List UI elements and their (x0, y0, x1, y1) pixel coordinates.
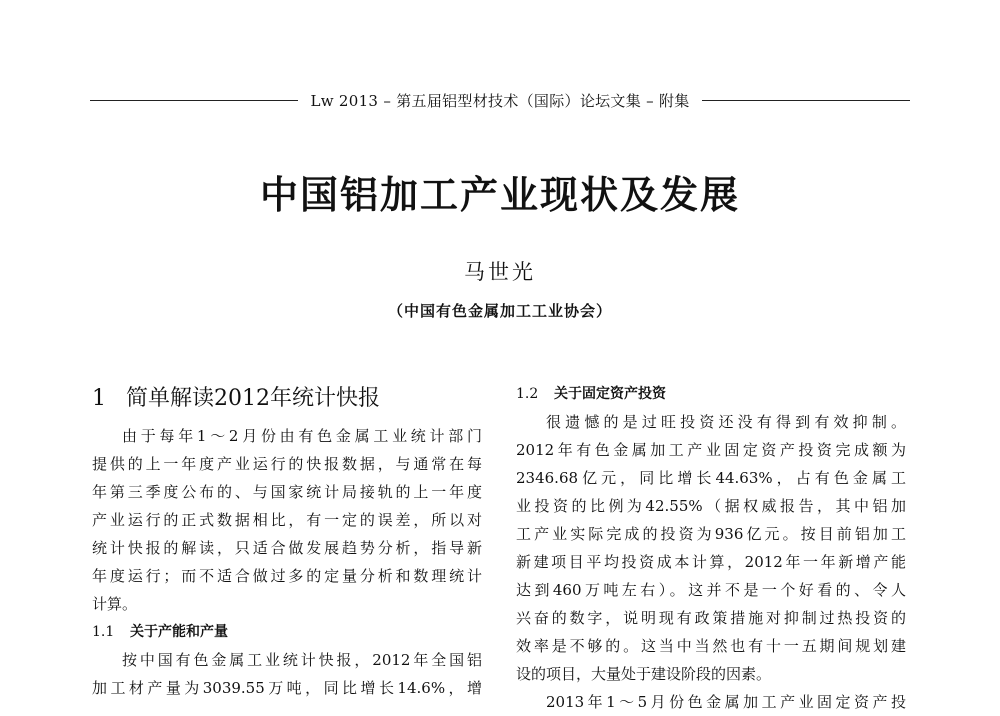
paragraph-line: 产业运行的正式数据相比，有一定的误差，所以对 (92, 511, 482, 529)
section-title: 关于固定资产投资 (554, 386, 666, 402)
paragraph-line: 达到460万吨左右）。这并不是一个好看的、令人 (516, 581, 906, 599)
section-1-2-heading (516, 380, 906, 408)
paragraph-line: 2013年1～5月份色金属加工产业固定资产投 (546, 693, 906, 711)
author-name: 马世光 (464, 260, 536, 284)
section-title: 简单解读2012年统计快报 (126, 386, 380, 411)
author-affiliation: （中国有色金属加工工业协会） (387, 302, 612, 320)
paragraph-line: 年度运行；而不适合做过多的定量分析和数理统计 (92, 567, 482, 585)
paragraph-line: 统计快报的解读，只适合做发展趋势分析，指导新 (92, 539, 482, 557)
paragraph-line: 新建项目平均投资成本计算，2012年一年新增产能 (516, 553, 906, 571)
paragraph-line: 设的项目，大量处于建设阶段的因素。 (516, 665, 772, 683)
paragraph-line: 由于每年1～2月份由有色金属工业统计部门 (122, 427, 482, 445)
header-rule-left (90, 100, 298, 101)
paragraph-line: 年第三季度公布的、与国家统计局接轨的上一年度 (92, 483, 482, 501)
running-header (90, 88, 910, 112)
paragraph-line: 2346.68亿元，同比增长44.63%，占有色金属工 (516, 469, 906, 487)
right-column (516, 380, 906, 716)
section-1-heading (92, 380, 482, 418)
section-title: 关于产能和产量 (130, 624, 228, 640)
left-column (92, 380, 482, 702)
section-number: 1.2 (516, 386, 539, 402)
paragraph-line: 工产业实际完成的投资为936亿元。按目前铝加工 (516, 525, 906, 543)
section-number: 1.1 (92, 624, 115, 640)
section-1-1-heading (92, 618, 482, 646)
header-rule-right (702, 100, 910, 101)
paragraph-line: 提供的上一年度产业运行的快报数据，与通常在每 (92, 455, 482, 473)
paragraph-line: 计算。 (92, 595, 138, 613)
paragraph-line: 很遗憾的是过旺投资还没有得到有效抑制。 (546, 413, 906, 431)
paragraph-line: 2012年有色金属加工产业固定资产投资完成额为 (516, 441, 906, 459)
running-header-text: Lw 2013 – 第五届铝型材技术（国际）论坛文集 – 附集 (310, 91, 690, 110)
paragraph-line: 兴奋的数字，说明现有政策措施对抑制过热投资的 (516, 609, 906, 627)
paragraph-line: 效率是不够的。这当中当然也有十一五期间规划建 (516, 637, 906, 655)
paragraph-line: 业投资的比例为42.55%（据权威报告，其中铝加 (516, 497, 906, 515)
paragraph-line: 按中国有色金属工业统计快报，2012年全国铝 (122, 651, 482, 669)
paper-title: 中国铝加工产业现状及发展 (259, 173, 740, 217)
paragraph-line: 加工材产量为3039.55万吨，同比增长14.6%，增 (92, 679, 482, 697)
section-number: 1 (92, 386, 106, 411)
